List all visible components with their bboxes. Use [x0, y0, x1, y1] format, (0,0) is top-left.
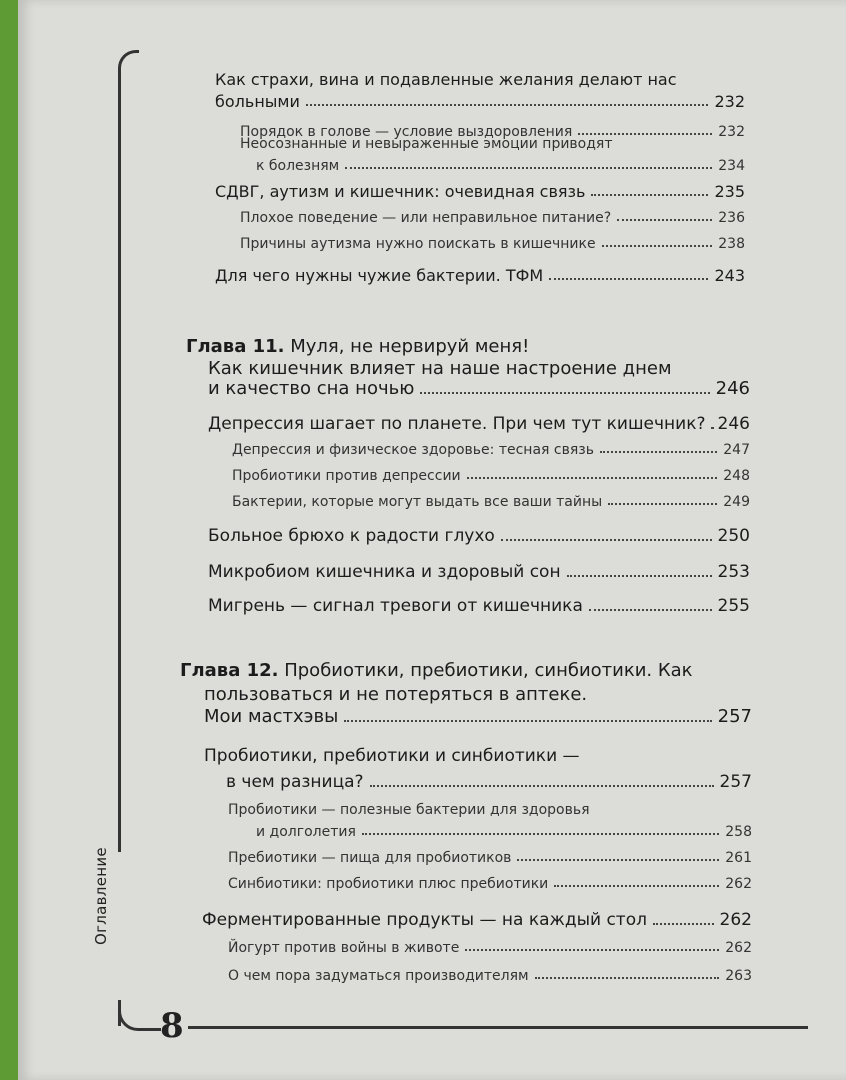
toc-subentry	[228, 876, 752, 892]
toc-page-number: 235	[714, 182, 745, 201]
chapter-heading	[180, 660, 693, 681]
toc-page-number: 236	[718, 210, 745, 226]
toc-entry-title: Пробиотики — полезные бактерии для здоровья	[228, 802, 590, 818]
toc-page-number: 232	[714, 92, 745, 111]
toc-page-number: 234	[718, 158, 745, 174]
toc-page-number: 238	[718, 236, 745, 252]
toc-page-number: 247	[723, 442, 750, 458]
section-side-label: Оглавление	[92, 847, 110, 945]
leader-dots	[420, 392, 709, 394]
leader-dots	[578, 133, 712, 135]
toc-entry-title: Депрессия и физическое здоровье: тесная связь	[232, 442, 594, 458]
toc-entry-title: Плохое поведение — или неправильное питание?	[240, 210, 612, 226]
toc-entry	[208, 596, 750, 616]
toc-subentry	[256, 158, 745, 174]
toc-page-number: 246	[715, 378, 750, 399]
leader-dots	[362, 833, 719, 835]
chapter-heading	[186, 336, 529, 357]
toc-subentry	[228, 850, 752, 866]
toc-entry	[215, 182, 745, 201]
toc-page-number: 246	[717, 414, 750, 434]
chapter-title: Как кишечник влияет на наше настроение днем	[208, 358, 672, 379]
toc-entry-title: Пребиотики — пища для пробиотиков	[228, 850, 512, 866]
toc-page-number: 263	[725, 968, 752, 984]
toc-entry-title: Пробиотики, пребиотики и синбиотики —	[204, 746, 580, 766]
toc-entry-title: СДВГ, аутизм и кишечник: очевидная связь	[215, 182, 586, 201]
toc-entry-title: Мигрень — сигнал тревоги от кишечника	[208, 596, 583, 616]
toc-subentry	[240, 236, 745, 252]
toc-page-number: 262	[725, 876, 752, 892]
toc-subentry	[228, 968, 752, 984]
toc-entry	[208, 562, 750, 582]
chapter-title: и качество сна ночью	[208, 378, 415, 399]
toc-entry-title: О чем пора задуматься производителям	[228, 968, 529, 984]
toc-entry-title: Порядок в голове — условие выздоровления	[240, 124, 573, 140]
toc-subentry	[256, 824, 752, 840]
leader-dots	[600, 451, 717, 453]
toc-entry-title: и долголетия	[256, 824, 356, 840]
toc-entry-title: Ферментированные продукты — на каждый стол	[202, 910, 647, 930]
toc-entry-title: Бактерии, которые могут выдать все ваши тайны	[232, 494, 603, 510]
toc-entry-title: Йогурт против войны в животе	[228, 940, 460, 956]
chapter-label: Глава 12.	[180, 660, 279, 681]
toc-page-number: 257	[717, 706, 752, 727]
chapter-title: Пробиотики, пребиотики, синбиотики. Как	[278, 660, 693, 681]
leader-dots	[549, 278, 708, 280]
toc-subentry	[228, 940, 752, 956]
toc-page-number: 262	[725, 940, 752, 956]
leader-dots	[653, 923, 714, 925]
chapter-title: Мои мастхэвы	[204, 706, 339, 727]
leader-dots	[370, 785, 714, 787]
chapter-label: Глава 11.	[186, 336, 285, 357]
toc-entry	[215, 266, 745, 285]
toc-entry-title: Больное брюхо к радости глухо	[208, 526, 495, 546]
leader-dots	[344, 720, 711, 722]
toc-page-number: 232	[718, 124, 745, 140]
toc-subentry	[232, 494, 750, 510]
leader-dots	[567, 575, 712, 577]
leader-dots	[591, 194, 708, 196]
leader-dots	[306, 104, 709, 106]
toc-entry-title: Пробиотики против депрессии	[232, 468, 461, 484]
toc-subentry	[240, 210, 745, 226]
toc-page-number: 261	[725, 850, 752, 866]
toc-entry-title: Микробиом кишечника и здоровый сон	[208, 562, 561, 582]
chapter-entry	[208, 378, 750, 399]
leader-dots	[554, 885, 719, 887]
leader-dots	[589, 609, 712, 611]
toc-subentry	[232, 442, 750, 458]
toc-entry-title: Причины аутизма нужно поискать в кишечнике	[240, 236, 596, 252]
leader-dots	[345, 167, 712, 169]
toc-entry-title: Для чего нужны чужие бактерии. ТФМ	[215, 266, 544, 285]
leader-dots	[501, 539, 712, 541]
leader-dots	[517, 859, 719, 861]
leader-dots	[602, 245, 713, 247]
toc-entry-title: Депрессия шагает по планете. При чем тут кишечник?	[208, 414, 706, 434]
toc-entry-title: Синбиотики: пробиотики плюс пребиотики	[228, 876, 549, 892]
leader-dots	[617, 219, 712, 221]
toc-page-number: 262	[719, 910, 752, 930]
chapter-title: Муля, не нервируй меня!	[284, 336, 530, 357]
toc-entry-title: в чем разница?	[226, 772, 364, 792]
leader-dots	[465, 949, 719, 951]
toc-entry	[202, 910, 752, 930]
toc-entry-title: больными	[215, 92, 300, 111]
leader-dots	[467, 477, 718, 479]
chapter-entry	[204, 706, 752, 727]
toc-page-number: 243	[714, 266, 745, 285]
toc-page-number: 253	[717, 562, 750, 582]
toc-page-number: 255	[717, 596, 750, 616]
toc-entry-title: к болезням	[256, 158, 340, 174]
page-number: 8	[160, 1006, 184, 1046]
toc-page-number: 258	[725, 824, 752, 840]
toc-subentry	[232, 468, 750, 484]
toc-page-number: 257	[719, 772, 752, 792]
chapter-title: пользоваться и не потеряться в аптеке.	[204, 684, 588, 705]
toc-entry-title: Неосознанные и невыраженные эмоции приводят	[240, 136, 613, 152]
toc-page-number: 248	[723, 468, 750, 484]
toc-entry	[226, 772, 752, 792]
toc-entry-title: Как страхи, вина и подавленные желания делают нас	[215, 70, 677, 89]
toc-entry	[208, 526, 750, 546]
toc-entry	[208, 414, 750, 434]
toc-entry	[215, 92, 745, 111]
toc-page-number: 250	[717, 526, 750, 546]
toc-page-number: 249	[723, 494, 750, 510]
leader-dots	[535, 977, 720, 979]
leader-dots	[608, 503, 717, 505]
